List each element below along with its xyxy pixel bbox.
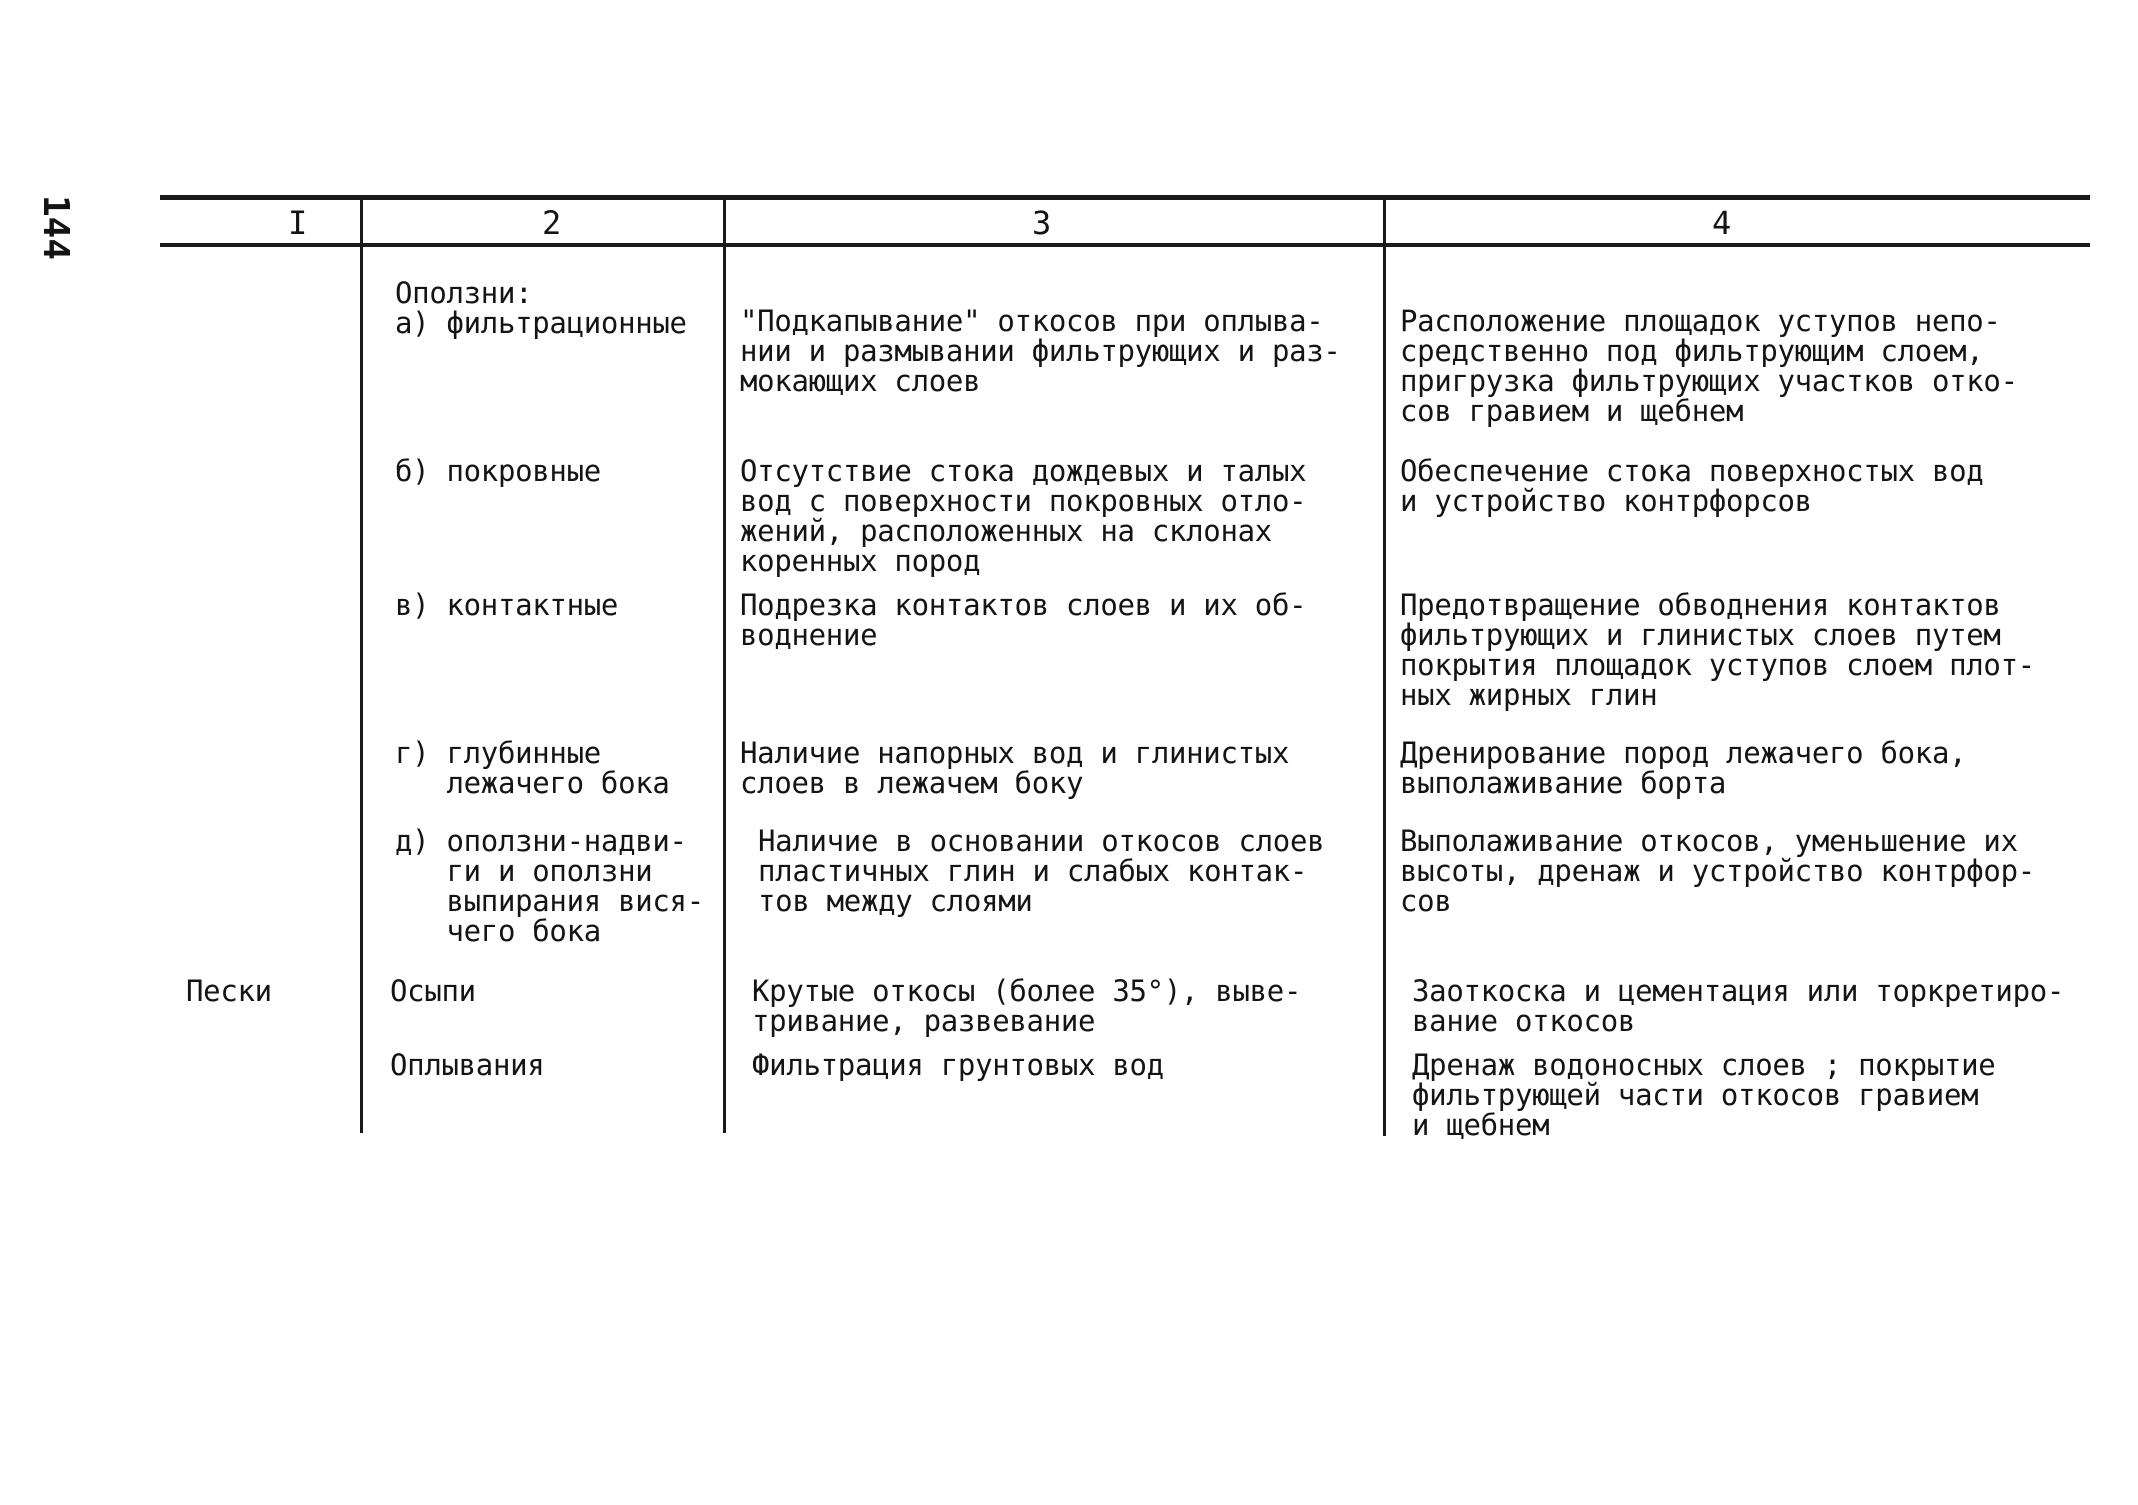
row-4-measures: Дренирование пород лежачего бока, выполаживание борта bbox=[1400, 736, 1967, 800]
row-3-type: в) контактные bbox=[395, 588, 619, 622]
table-top-rule bbox=[160, 195, 2090, 200]
table-header-rule bbox=[160, 243, 2090, 247]
row-7-measures: Дренаж водоносных слоев ; покрытие фильтрующей части откосов гравием и щебнем bbox=[1412, 1048, 1996, 1142]
row-1-type: Оползни: а) фильтрационные bbox=[395, 276, 687, 340]
row-2-measures: Обеспечение стока поверхностых вод и устройство контрфорсов bbox=[1400, 454, 1984, 518]
header-col-2: 2 bbox=[542, 204, 562, 242]
row-6-cause: Крутые откосы (более 35°), выве- тривание, развевание bbox=[752, 974, 1302, 1038]
row-6-soil: Пески bbox=[186, 974, 272, 1008]
column-divider-1 bbox=[360, 198, 363, 1133]
header-col-4: 4 bbox=[1712, 204, 1732, 242]
row-5-measures: Выполаживание откосов, уменьшение их высоты, дренаж и устройство контрфор- сов bbox=[1400, 824, 2035, 918]
row-4-type: г) глубинные лежачего бока bbox=[395, 736, 670, 800]
row-3-measures: Предотвращение обводнения контактов фильтрующих и глинистых слоев путем покрытия площадок уступов слоем плот- ных жирных глин bbox=[1400, 588, 2035, 712]
row-2-cause: Отсутствие стока дождевых и талых вод с поверхности покровных отло- жений, расположенных на склонах коренных пород bbox=[740, 454, 1307, 578]
row-5-cause: Наличие в основании откосов слоев пластичных глин и слабых контак- тов между слоями bbox=[758, 824, 1325, 918]
row-6-measures: Заоткоска и цементация или торкретиро- вание откосов bbox=[1412, 974, 2065, 1038]
column-divider-2 bbox=[723, 198, 726, 1133]
row-2-type: б) покровные bbox=[395, 454, 601, 488]
header-col-3: 3 bbox=[1032, 204, 1052, 242]
row-6-type: Осыпи bbox=[390, 974, 476, 1008]
row-3-cause: Подрезка контактов слоев и их об- воднение bbox=[740, 588, 1307, 652]
row-5-type: д) оползни-надви- ги и оползни выпирания вися- чего бока bbox=[395, 824, 704, 948]
header-col-1: I bbox=[288, 204, 308, 242]
row-1-measures: Расположение площадок уступов непо- средственно под фильтрующим слоем, пригрузка фильтрующих участков отко- сов гравием и щебнем bbox=[1400, 304, 2018, 428]
row-4-cause: Наличие напорных вод и глинистых слоев в лежачем боку bbox=[740, 736, 1290, 800]
row-1-cause: "Подкапывание" откосов при оплыва- нии и размывании фильтрующих и раз- мокающих слоев bbox=[740, 304, 1341, 398]
page-number: 144 bbox=[35, 195, 76, 261]
row-7-cause: Фильтрация грунтовых вод bbox=[752, 1048, 1164, 1082]
column-divider-3 bbox=[1383, 198, 1386, 1136]
row-7-type: Оплывания bbox=[390, 1048, 545, 1082]
